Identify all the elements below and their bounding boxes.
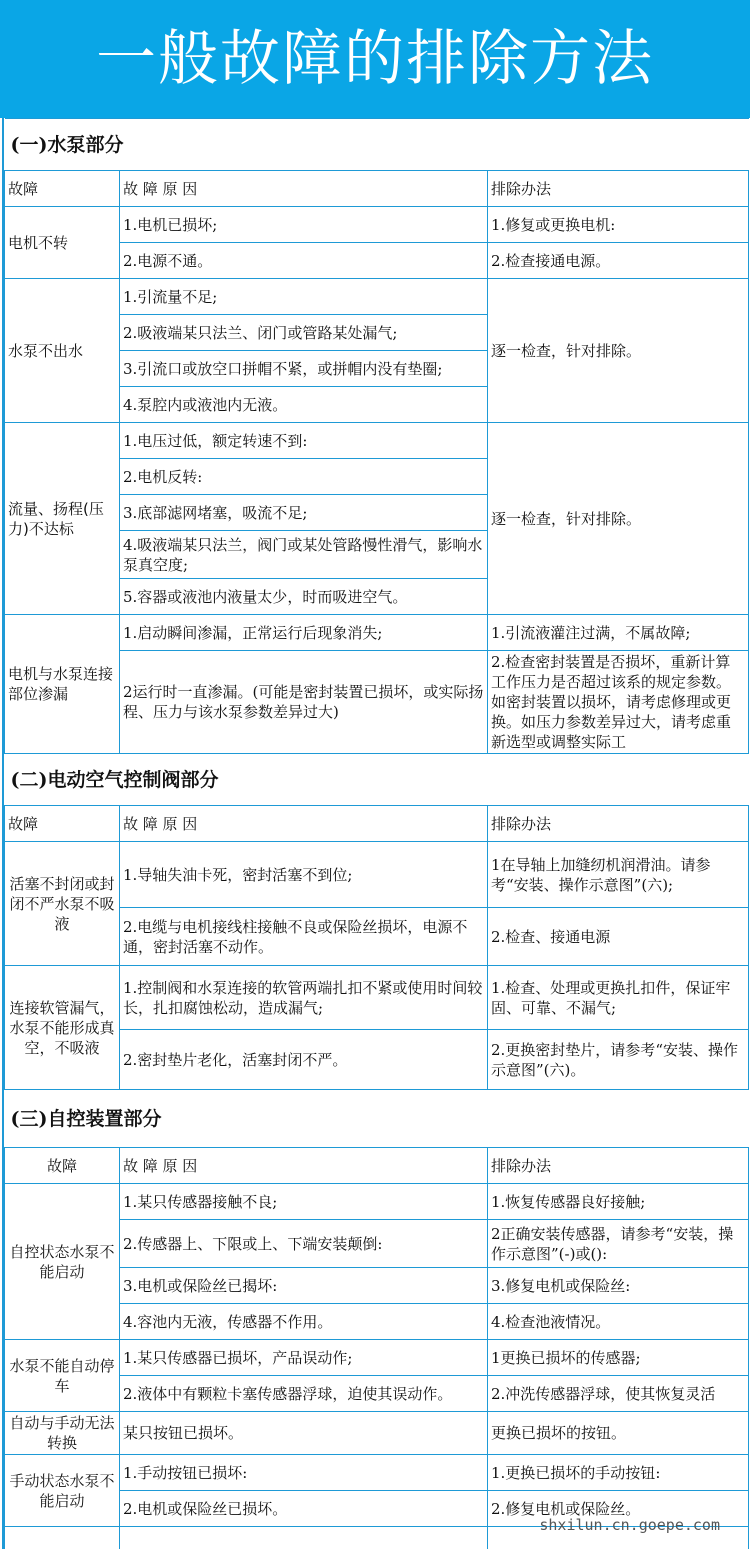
fix-cell: 2.检查、接通电源 <box>488 908 749 966</box>
fault-cell: 流量、扬程(压力)不达标 <box>5 423 120 615</box>
fault-table <box>4 118 749 1549</box>
section-title-valve: (二)电动空气控制阀部分 <box>5 754 749 806</box>
cause-cell: 2.电机反转: <box>120 459 488 495</box>
fault-cell: 电机不转 <box>5 207 120 279</box>
fix-cell: 2.冲洗传感器浮球，使其恢复灵活 <box>488 1376 749 1412</box>
fix-cell: 1.更换已损坏的手动按钮: <box>488 1455 749 1491</box>
section-title-auto-control: (三)自控装置部分 <box>5 1090 749 1148</box>
cause-cell: 4.吸液端某只法兰，阀门或某处管路慢性滑气，影响水泵真空度; <box>120 531 488 579</box>
cause-cell: 1.电压过低，额定转速不到: <box>120 423 488 459</box>
header-cause: 故 障 原 因 <box>120 1148 488 1184</box>
fix-cell: 4.检查池液情况。 <box>488 1304 749 1340</box>
fix-cell: 2正确安装传感器，请参考“安装，操作示意图”(-)或(): <box>488 1220 749 1268</box>
cause-cell: 2.吸液端某只法兰、闭门或管路某处漏气; <box>120 315 488 351</box>
cause-cell: 1.导轴失油卡死，密封活塞不到位; <box>120 842 488 908</box>
fault-cell: 自控状态水泵不能启动 <box>5 1184 120 1340</box>
cause-cell: 3.电机或保险丝已揭坏: <box>120 1268 488 1304</box>
fix-cell: 2.修复电机或保险丝。 <box>488 1491 749 1527</box>
fault-cell: 连接软管漏气，水泵不能形成真空，不吸液 <box>5 966 120 1090</box>
header-fault: 故障 <box>5 806 120 842</box>
cause-cell: 2.传感器上、下限或上、下端安装颠倒: <box>120 1220 488 1268</box>
cause-cell: 2.电机或保险丝已损坏。 <box>120 1491 488 1527</box>
fix-cell: 逐一检查，针对排除。 <box>488 423 749 615</box>
fix-cell: 2.检查接通电源。 <box>488 243 749 279</box>
fault-cell: 电机与水泵连接部位渗漏 <box>5 615 120 754</box>
fix-cell: 2.检查密封装置是否损坏，重新计算工作压力是否超过该系的规定参数。如密封装置以损坏，请考虑修理或更换。如压力参数差异过大，请考虑重新选型或调整实际工 <box>488 651 749 754</box>
fix-cell: 1在导轴上加缝纫机润滑油。请参考“安装、操作示意图”(六); <box>488 842 749 908</box>
cause-cell: 4.泵腔内或液池内无液。 <box>120 387 488 423</box>
fix-cell: 1.修复或更换电机: <box>488 207 749 243</box>
cause-cell: 某只按钮已损坏。 <box>120 1412 488 1455</box>
cause-cell: 1.某只传感器接触不良; <box>120 1184 488 1220</box>
watermark: shxilun.cn.goepe.com <box>539 1516 720 1534</box>
fix-cell: 1.检查、处理或更换扎扣件，保证牢固、可靠、不漏气; <box>488 966 749 1030</box>
fix-cell: 3.修复电机或保险丝: <box>488 1268 749 1304</box>
cause-cell: 2.密封垫片老化，活塞封闭不严。 <box>120 1030 488 1090</box>
cause-cell: 2.电源不通。 <box>120 243 488 279</box>
fix-cell: 逐一检查，针对排除。 <box>488 279 749 423</box>
fault-cell: 自动与手动无法转换 <box>5 1412 120 1455</box>
header-fix: 排除办法 <box>488 806 749 842</box>
fault-cell: 水泵不能自动停车 <box>5 1340 120 1412</box>
header-cause: 故 障 原 因 <box>120 171 488 207</box>
header-fault: 故障 <box>5 1148 120 1184</box>
fault-table-sheet <box>2 118 750 1549</box>
fix-cell: 更换已损坏的按钮。 <box>488 1412 749 1455</box>
cause-cell: 1.启动瞬间渗漏，正常运行后现象消失; <box>120 615 488 651</box>
cause-cell: 1.手动按钮已损坏: <box>120 1455 488 1491</box>
header-cause: 故 障 原 因 <box>120 806 488 842</box>
cause-cell: 1.电机已损坏; <box>120 207 488 243</box>
page-title: 一般故障的排除方法 <box>0 0 750 118</box>
cause-cell: 1.引流量不足; <box>120 279 488 315</box>
blank-cell <box>120 1527 488 1549</box>
header-fix: 排除办法 <box>488 1148 749 1184</box>
cause-cell: 4.容池内无液，传感器不作用。 <box>120 1304 488 1340</box>
fault-cell: 活塞不封闭或封闭不严水泵不吸液 <box>5 842 120 966</box>
cause-cell: 5.容器或液池内液量太少，时而吸进空气。 <box>120 579 488 615</box>
cause-cell: 1.控制阀和水泵连接的软管两端扎扣不紧或使用时间较长，扎扣腐蚀松动，造成漏气; <box>120 966 488 1030</box>
fix-cell: 2.更换密封垫片，请参考“安装、操作示意图”(六)。 <box>488 1030 749 1090</box>
section-title-pump: (一)水泵部分 <box>5 119 749 171</box>
header-fix: 排除办法 <box>488 171 749 207</box>
cause-cell: 2运行时一直渗漏。(可能是密封装置已损坏，或实际扬程、压力与该水泵参数差异过大) <box>120 651 488 754</box>
cause-cell: 3.引流口或放空口拼帽不紧，或拼帽内没有垫圈; <box>120 351 488 387</box>
header-fault: 故障 <box>5 171 120 207</box>
fix-cell: 1.引流液灌注过满，不属故障; <box>488 615 749 651</box>
fix-cell: 1.恢复传感器良好接触; <box>488 1184 749 1220</box>
fault-cell: 水泵不出水 <box>5 279 120 423</box>
fix-cell: 1更换已损坏的传感器; <box>488 1340 749 1376</box>
cause-cell: 2.液体中有颗粒卡塞传感器浮球，迫使其误动作。 <box>120 1376 488 1412</box>
blank-cell <box>5 1527 120 1549</box>
cause-cell: 3.底部滤网堵塞，吸流不足; <box>120 495 488 531</box>
cause-cell: 2.电缆与电机接线柱接触不良或保险丝损坏，电源不通，密封活塞不动作。 <box>120 908 488 966</box>
cause-cell: 1.某只传感器已损坏，产品误动作; <box>120 1340 488 1376</box>
fault-cell: 手动状态水泵不能启动 <box>5 1455 120 1527</box>
